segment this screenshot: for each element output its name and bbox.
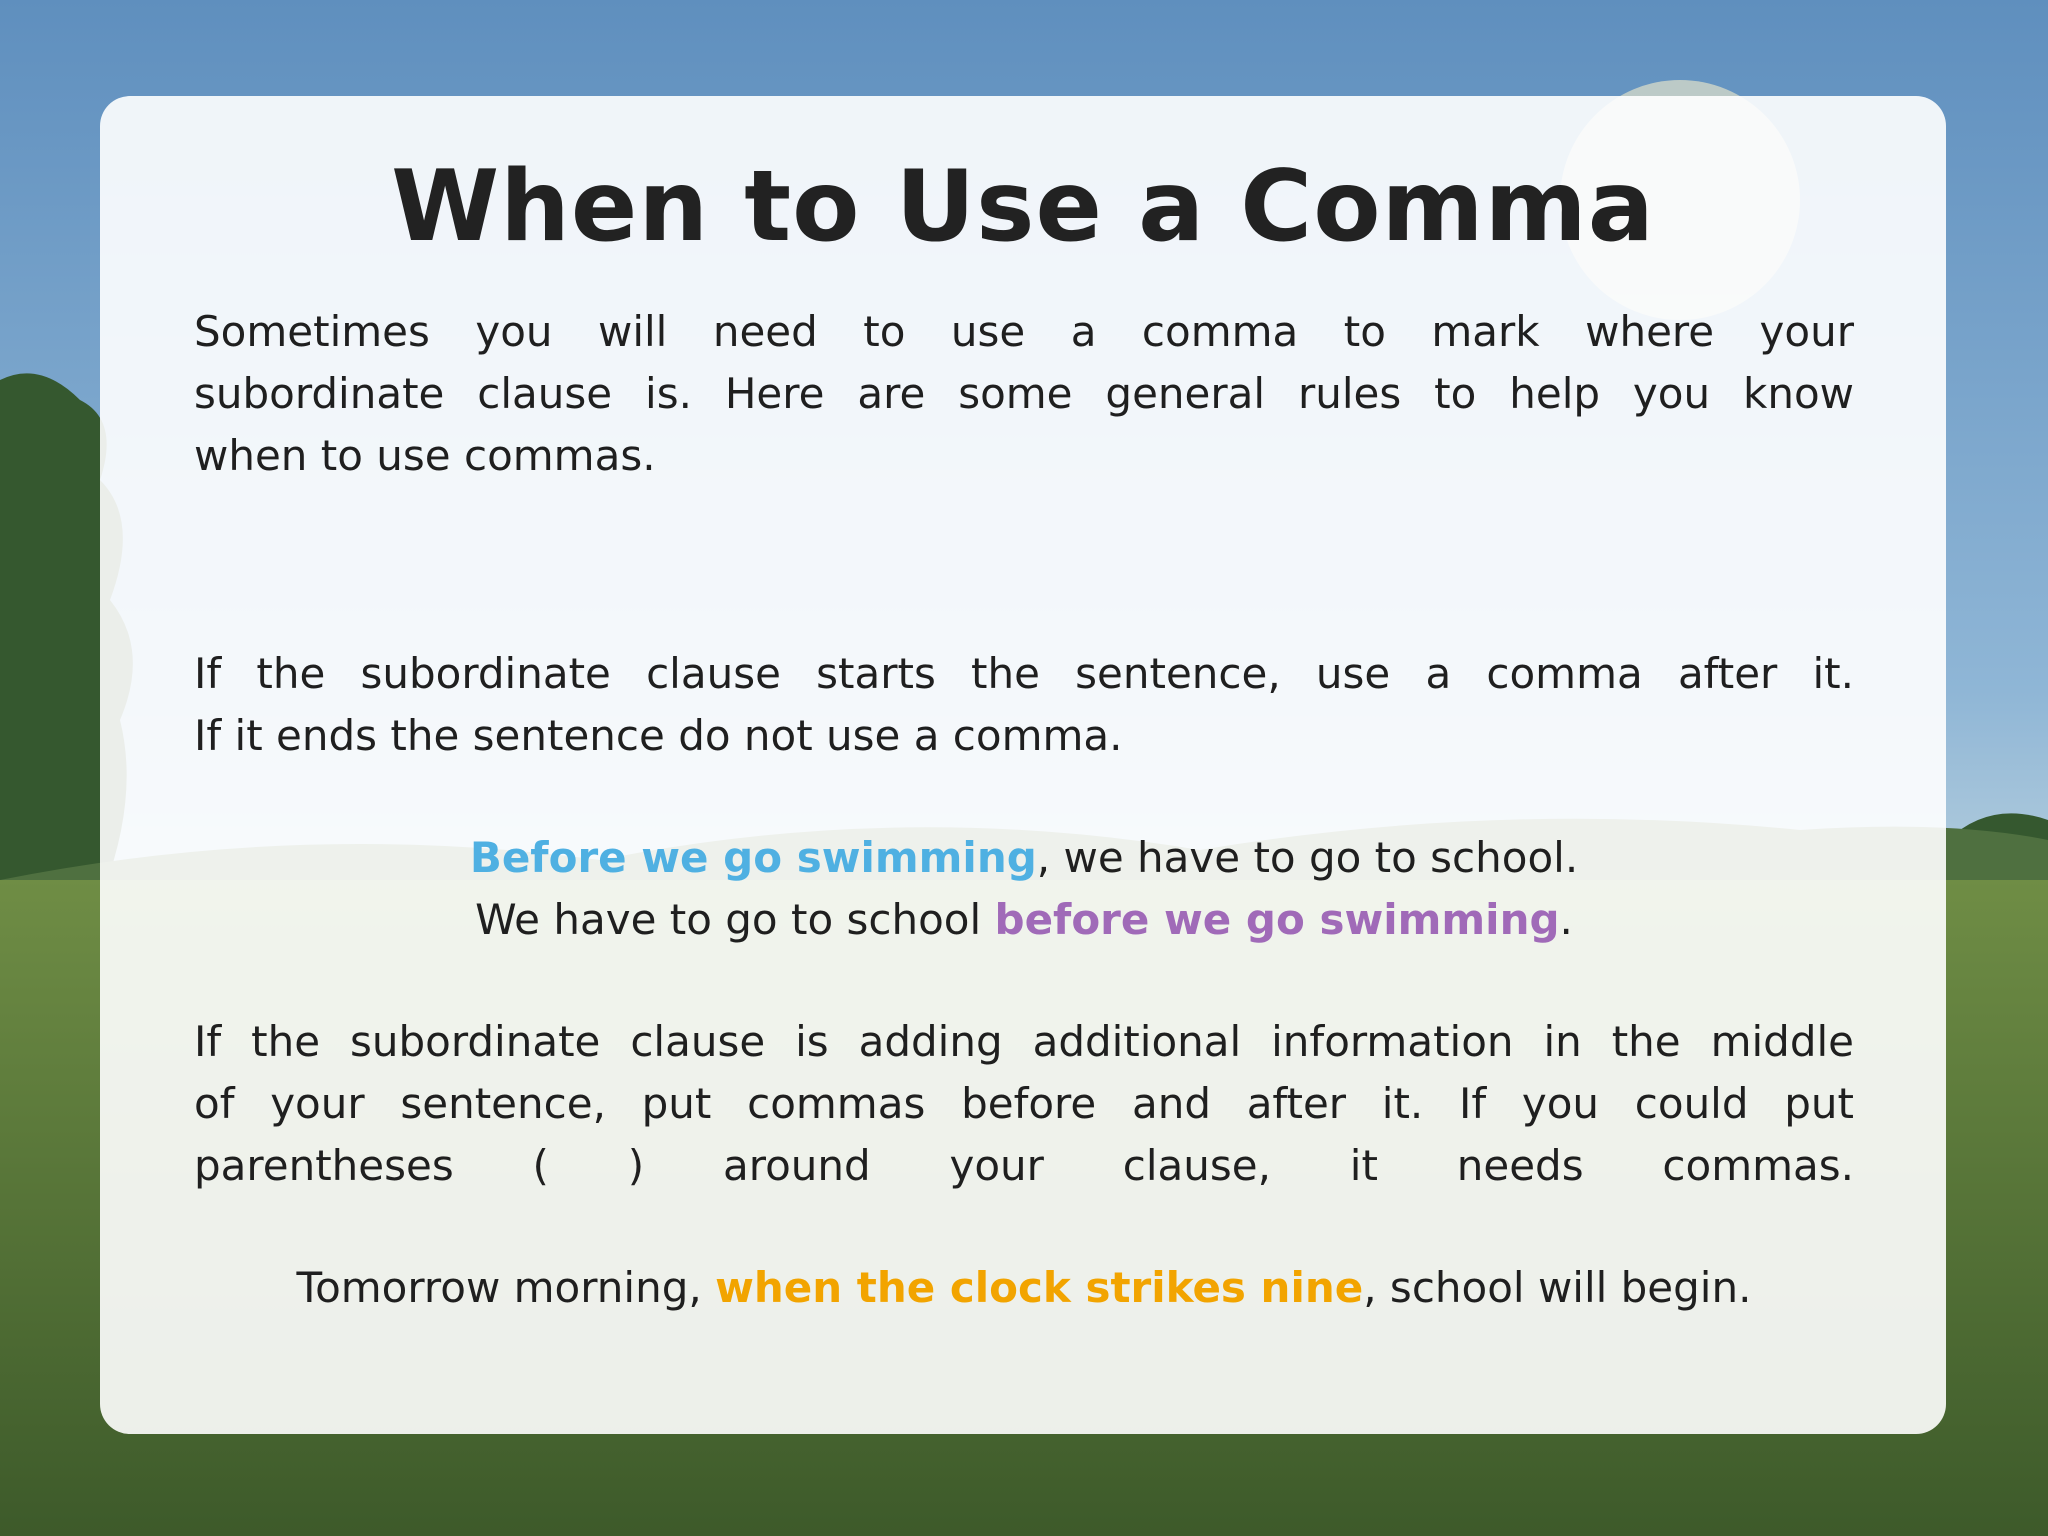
rule-start-end-line-1: If the subordinate clause starts the sentence, use a comma after it. (194, 649, 1854, 698)
rule-middle-line-2: of your sentence, put commas before and after it. If you could put (194, 1079, 1854, 1128)
rule-middle-line-3: parentheses ( ) around your clause, it needs commas. (194, 1141, 1854, 1190)
example-middle-sentence (194, 1257, 1854, 1319)
example-start-rest: , we have to go to school. (1036, 833, 1579, 882)
rule-start-end-line-2: If it ends the sentence do not use a comma. (194, 711, 1123, 760)
intro-line-1: Sometimes you will need to use a comma to mark where your (194, 307, 1854, 356)
rule-start-end-paragraph (194, 643, 1854, 767)
example-end-period: . (1559, 895, 1573, 944)
clause-highlight-blue: Before we go swimming (469, 833, 1037, 882)
example-start-end (194, 827, 1854, 951)
example-middle-start: Tomorrow morning, (296, 1263, 716, 1312)
example-middle-end: , school will begin. (1363, 1263, 1752, 1312)
intro-paragraph (194, 301, 1854, 487)
example-end-sentence (194, 889, 1854, 951)
example-middle (194, 1257, 1854, 1319)
rule-middle-paragraph (194, 1011, 1854, 1197)
intro-line-2: subordinate clause is. Here are some general rules to help you know (194, 369, 1854, 418)
intro-line-3: when to use commas. (194, 431, 656, 480)
clause-highlight-purple: before we go swimming (994, 895, 1560, 944)
rule-middle-line-1: If the subordinate clause is adding additional information in the middle (194, 1017, 1854, 1066)
page-title: When to Use a Comma (391, 150, 1655, 264)
example-end-start: We have to go to school (475, 895, 995, 944)
example-start-sentence (194, 827, 1854, 889)
content-panel (100, 96, 1946, 1434)
clause-highlight-orange: when the clock strikes nine (715, 1263, 1364, 1312)
